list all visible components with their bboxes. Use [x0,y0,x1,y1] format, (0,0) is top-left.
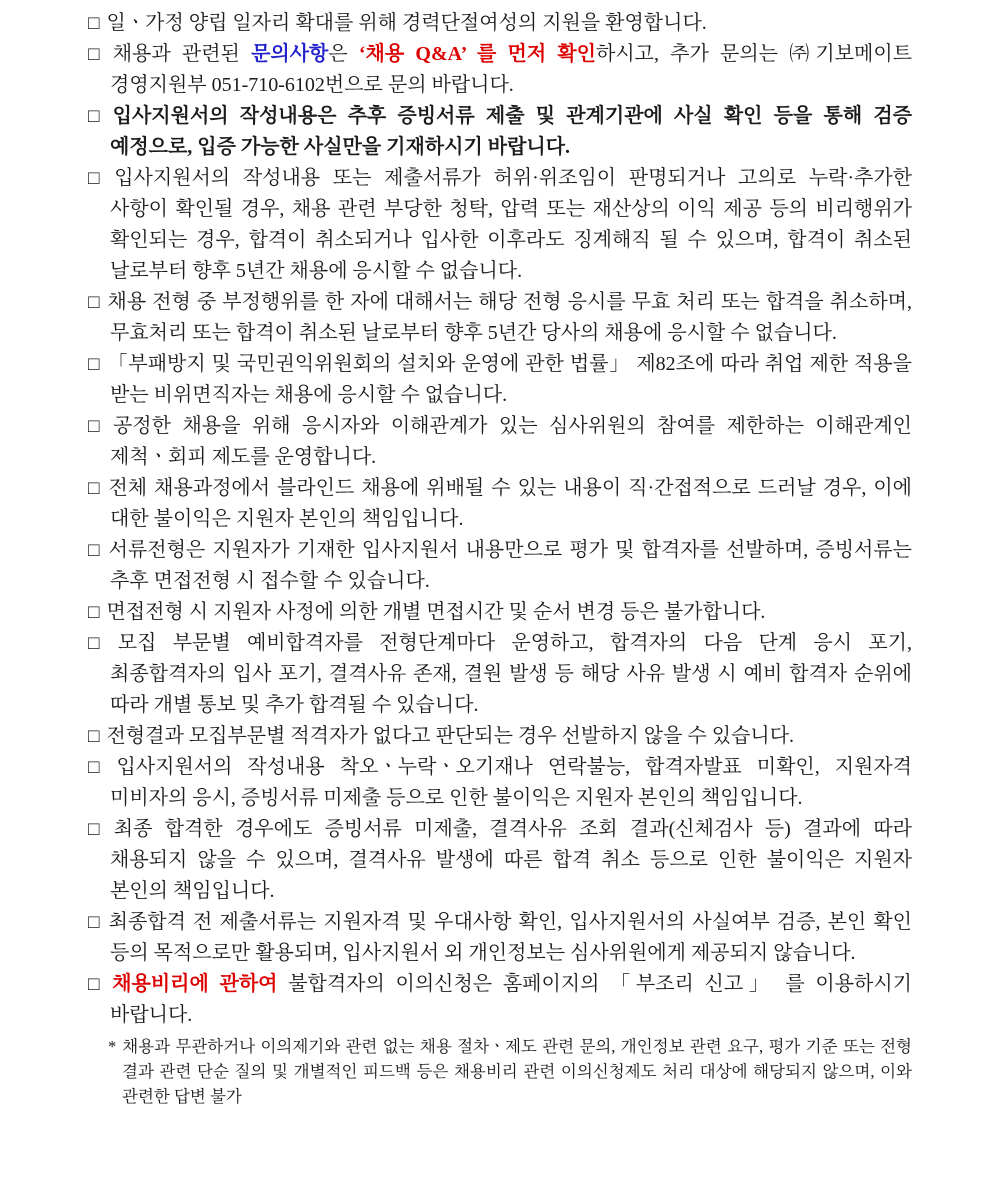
notice-item [88,411,912,473]
checkbox-icon: □ [88,354,101,375]
checkbox-icon: □ [88,819,107,840]
notice-item [88,628,912,721]
item-text: 은 [328,43,359,65]
notice-item [88,597,912,628]
item-text: 최종합격 전 제출서류는 지원자격 및 우대사항 확인, 입사지원서의 사실여부 검증, 본인 확인 등의 목적으로만 활용되며, 입사지원서 외 개인정보는 심사위원에게 제공되지 않습니다. [108,911,912,964]
checkbox-icon: □ [88,13,100,34]
item-text: 하시고, 추가 문의는 ㈜기보메이트 경영지원부 051-710-6102번으로 문의 바랍니다. [110,43,913,96]
item-text: 입사지원서의 작성내용은 추후 증빙서류 제출 및 관계기관에 사실 확인 등을 통해 검증 예정으로, 입증 가능한 사실만을 기재하시기 바랍니다. [110,105,912,158]
highlight-text: 채용비리에 관하여 [112,973,278,995]
checkbox-icon: □ [88,478,102,499]
notice-list [88,8,912,1031]
item-text: 입사지원서의 작성내용 또는 제출서류가 허위·위조임이 판명되거나 고의로 누락·추가한 사항이 확인될 경우, 채용 관련 부당한 청탁, 압력 또는 재산상의 이익 제공 등의 비리행위가 확인되는 경우, 합격이 취소되거나 입사한 이후라도 징계해직 될 수 있으며, 합격이 취소된 날로부터 향후 5년간 채용에 응시할 수 없습니다. [110,167,912,282]
footnote-text: 채용과 무관하거나 이의제기와 관련 없는 채용 절차ㆍ제도 관련 문의, 개인정보 관련 요구, 평가 기준 또는 전형 결과 관련 단순 질의 및 개별적인 피드백 등은 채용비리 관련 이의신청제도 처리 대상에 해당되지 않으며, 이와 관련한 답변 불가 [122,1037,912,1106]
notice-item [88,8,912,39]
checkbox-icon: □ [88,106,106,127]
item-text: 채용과 관련된 [112,43,252,65]
checkbox-icon: □ [88,540,102,561]
item-text: 전체 채용과정에서 블라인드 채용에 위배될 수 있는 내용이 직·간접적으로 드러날 경우, 이에 대한 불이익은 지원자 본인의 책임입니다. [108,477,912,530]
notice-item [88,721,912,752]
checkbox-icon: □ [88,726,100,747]
notice-item [88,287,912,349]
item-text: 서류전형은 지원자가 기재한 입사지원서 내용만으로 평가 및 합격자를 선발하며, 증빙서류는 추후 면접전형 시 접수할 수 있습니다. [108,539,912,592]
checkbox-icon: □ [88,633,111,654]
checkbox-icon: □ [88,602,100,623]
checkbox-icon: □ [88,292,101,313]
notice-item [88,752,912,814]
item-text: 최종 합격한 경우에도 증빙서류 미제출, 결격사유 조회 결과(신체검사 등) 결과에 따라 채용되지 않을 수 있으며, 결격사유 발생에 따른 합격 취소 등으로 인한 불이익은 지원자 본인의 책임입니다. [110,818,912,902]
notice-item [88,101,912,163]
notice-item [88,907,912,969]
footnote [88,1034,912,1109]
notice-item [88,969,912,1031]
checkbox-icon: □ [88,44,106,65]
checkbox-icon: □ [88,757,110,778]
notice-item [88,39,912,101]
item-text: 불합격자의 이의신청은 홈페이지의 「부조리 신고」 를 이용하시기 바랍니다. [110,973,912,1026]
item-text: 전형결과 모집부문별 적격자가 없다고 판단되는 경우 선발하지 않을 수 있습니다. [106,725,795,747]
checkbox-icon: □ [88,416,106,437]
notice-item [88,349,912,411]
notice-item [88,473,912,535]
notice-item [88,535,912,597]
checkbox-icon: □ [88,912,102,933]
notice-item [88,163,912,287]
item-text: 일ㆍ가정 양립 일자리 확대를 위해 경력단절여성의 지원을 환영합니다. [106,12,707,34]
item-text: 면접전형 시 지원자 사정에 의한 개별 면접시간 및 순서 변경 등은 불가합니다. [106,601,766,623]
checkbox-icon: □ [88,974,106,995]
footnote-marker: * [108,1037,117,1056]
item-text: 채용 전형 중 부정행위를 한 자에 대해서는 해당 전형 응시를 무효 처리 또는 합격을 취소하며, 무효처리 또는 합격이 취소된 날로부터 향후 5년간 당사의 채용에 응시할 수 없습니다. [107,291,912,344]
notice-item [88,814,912,907]
highlight-text: ‘채용 Q&A’ 를 먼저 확인 [358,43,596,65]
item-text: 「부패방지 및 국민권익위원회의 설치와 운영에 관한 법률」 제82조에 따라 취업 제한 적용을 받는 비위면직자는 채용에 응시할 수 없습니다. [107,353,912,406]
item-text: 입사지원서의 작성내용 착오ㆍ누락ㆍ오기재나 연락불능, 합격자발표 미확인, 지원자격 미비자의 응시, 증빙서류 미제출 등으로 인한 불이익은 지원자 본인의 책임입니다. [110,756,912,809]
item-text: 공정한 채용을 위해 응시자와 이해관계가 있는 심사위원의 참여를 제한하는 이해관계인 제척ㆍ회피 제도를 운영합니다. [110,415,912,468]
item-text: 모집 부문별 예비합격자를 전형단계마다 운영하고, 합격자의 다음 단계 응시 포기, 최종합격자의 입사 포기, 결격사유 존재, 결원 발생 등 해당 사유 발생 시 예비 합격자 순위에 따라 개별 통보 및 추가 합격될 수 있습니다. [110,632,912,716]
checkbox-icon: □ [88,168,108,189]
highlight-text: 문의사항 [251,43,329,65]
